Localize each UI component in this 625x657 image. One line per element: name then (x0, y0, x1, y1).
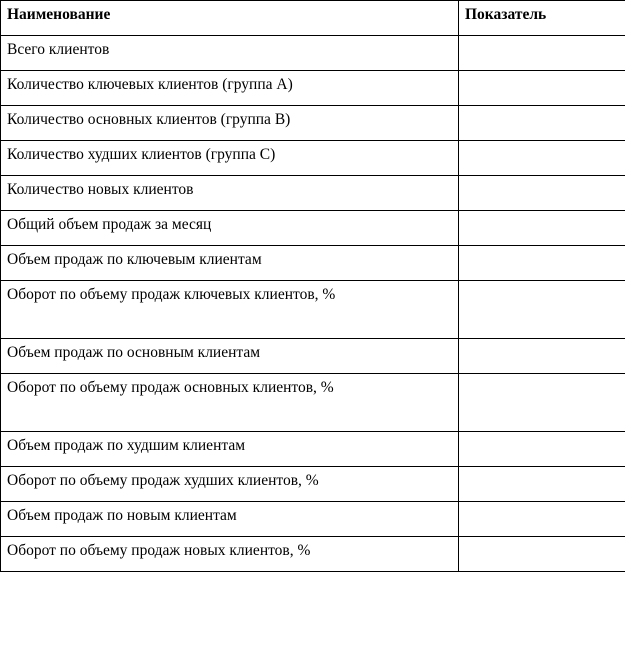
row-label: Количество худших клиентов (группа С) (1, 141, 459, 176)
row-label: Всего клиентов (1, 36, 459, 71)
table-row (1, 36, 625, 71)
table-row (1, 106, 625, 141)
table-header-row (1, 1, 625, 36)
row-value[interactable] (459, 176, 625, 211)
row-label: Количество ключевых клиентов (группа А) (1, 71, 459, 106)
column-header-name: Наименование (1, 1, 459, 36)
table-row (1, 71, 625, 106)
table-body (1, 36, 625, 572)
table-row (1, 281, 625, 339)
table-row (1, 374, 625, 432)
table-row (1, 467, 625, 502)
row-value[interactable] (459, 106, 625, 141)
column-header-value: Показатель (459, 1, 625, 36)
row-label: Оборот по объему продаж основных клиентов, % (1, 374, 459, 432)
row-value[interactable] (459, 36, 625, 71)
row-label: Объем продаж по худшим клиентам (1, 432, 459, 467)
table-row (1, 211, 625, 246)
row-value[interactable] (459, 467, 625, 502)
row-label: Объем продаж по основным клиентам (1, 339, 459, 374)
table-row (1, 537, 625, 572)
row-value[interactable] (459, 281, 625, 339)
row-value[interactable] (459, 374, 625, 432)
row-value[interactable] (459, 141, 625, 176)
table-row (1, 141, 625, 176)
table-row (1, 176, 625, 211)
row-value[interactable] (459, 211, 625, 246)
row-label: Оборот по объему продаж ключевых клиентов, % (1, 281, 459, 339)
table-row (1, 432, 625, 467)
table-header (1, 1, 625, 36)
row-value[interactable] (459, 71, 625, 106)
row-label: Объем продаж по новым клиентам (1, 502, 459, 537)
row-label: Оборот по объему продаж худших клиентов, % (1, 467, 459, 502)
row-label: Объем продаж по ключевым клиентам (1, 246, 459, 281)
row-value[interactable] (459, 537, 625, 572)
row-label: Количество новых клиентов (1, 176, 459, 211)
table-row (1, 246, 625, 281)
row-value[interactable] (459, 502, 625, 537)
row-label: Общий объем продаж за месяц (1, 211, 459, 246)
table-row (1, 339, 625, 374)
row-label: Оборот по объему продаж новых клиентов, % (1, 537, 459, 572)
row-label: Количество основных клиентов (группа В) (1, 106, 459, 141)
row-value[interactable] (459, 432, 625, 467)
row-value[interactable] (459, 339, 625, 374)
row-value[interactable] (459, 246, 625, 281)
table-row (1, 502, 625, 537)
